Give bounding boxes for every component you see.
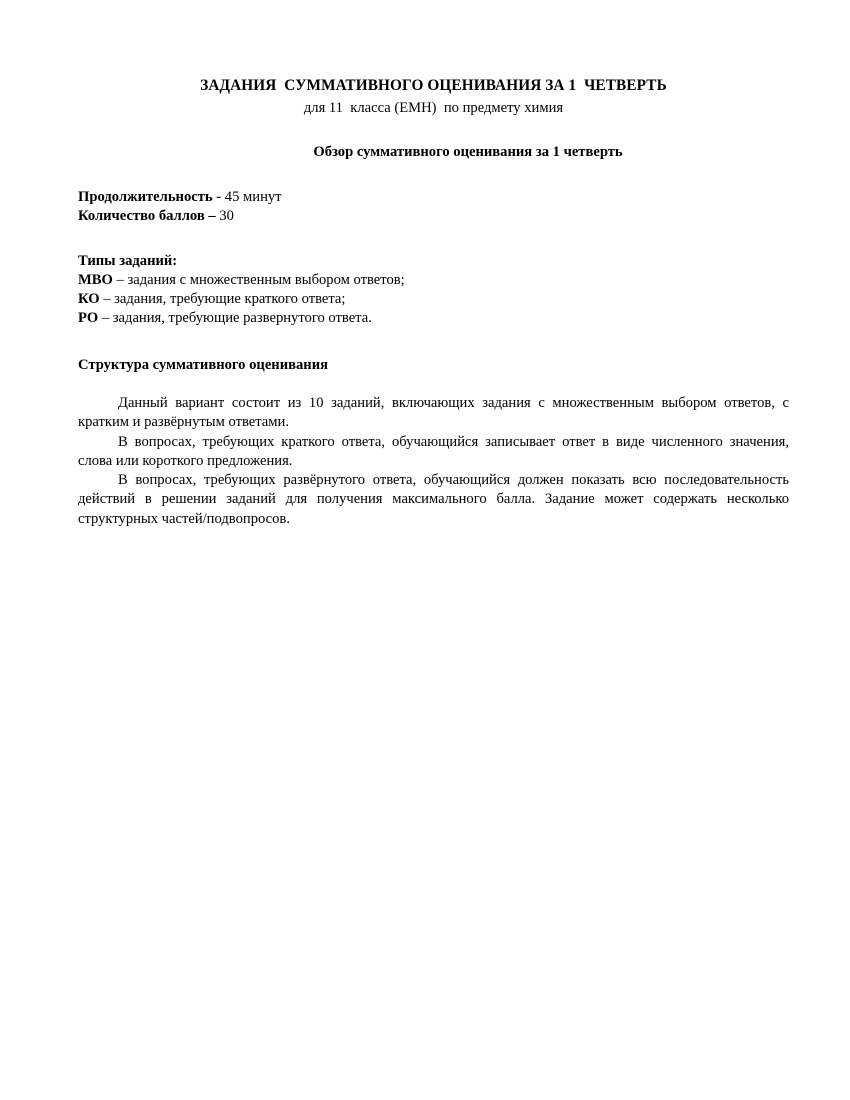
task-types-heading: Типы заданий:: [78, 253, 178, 269]
task-type-item: [78, 290, 789, 309]
document-content: [78, 76, 793, 529]
structure-heading: Структура суммативного оценивания: [78, 357, 329, 373]
duration-line: [78, 188, 789, 207]
structure-paragraph: Данный вариант состоит из 10 заданий, включающих задания с множественным выбором ответов, с кратким и развёрнутым ответами.: [78, 395, 793, 431]
task-type-abbr: РО: [78, 310, 99, 326]
document-title: ЗАДАНИЯ СУММАТИВНОГО ОЦЕНИВАНИЯ ЗА 1 ЧЕТВЕРТЬ: [200, 77, 667, 94]
specifications-block: [78, 188, 789, 226]
points-value: 30: [215, 208, 234, 224]
task-type-description: – задания с множественным выбором ответов;: [112, 272, 405, 288]
task-type-item: [78, 271, 789, 290]
task-types-block: [78, 252, 789, 328]
task-type-item: [78, 309, 789, 328]
structure-paragraph: В вопросах, требующих развёрнутого ответа, обучающийся должен показать всю последовательность действий в решении заданий для получения максимального балла. Задание может содержать несколько структурных частей/подвопросов.: [78, 472, 793, 527]
structure-body: [78, 394, 793, 529]
structure-paragraph: В вопросах, требующих краткого ответа, обучающийся записывает ответ в виде численного значения, слова или короткого предложения.: [78, 433, 793, 469]
task-type-description: – задания, требующие развернутого ответа.: [98, 310, 372, 326]
task-type-abbr: МВО: [78, 272, 113, 288]
task-type-abbr: КО: [78, 291, 100, 307]
duration-value: 45 минут: [221, 189, 282, 205]
overview-heading: Обзор суммативного оценивания за 1 четверть: [313, 144, 623, 160]
points-line: [78, 207, 789, 226]
task-type-description: – задания, требующие краткого ответа;: [99, 291, 346, 307]
document-subtitle: для 11 класса (ЕМН) по предмету химия: [303, 100, 564, 116]
points-label: Количество баллов –: [78, 208, 216, 224]
duration-label: Продолжительность -: [78, 189, 222, 205]
